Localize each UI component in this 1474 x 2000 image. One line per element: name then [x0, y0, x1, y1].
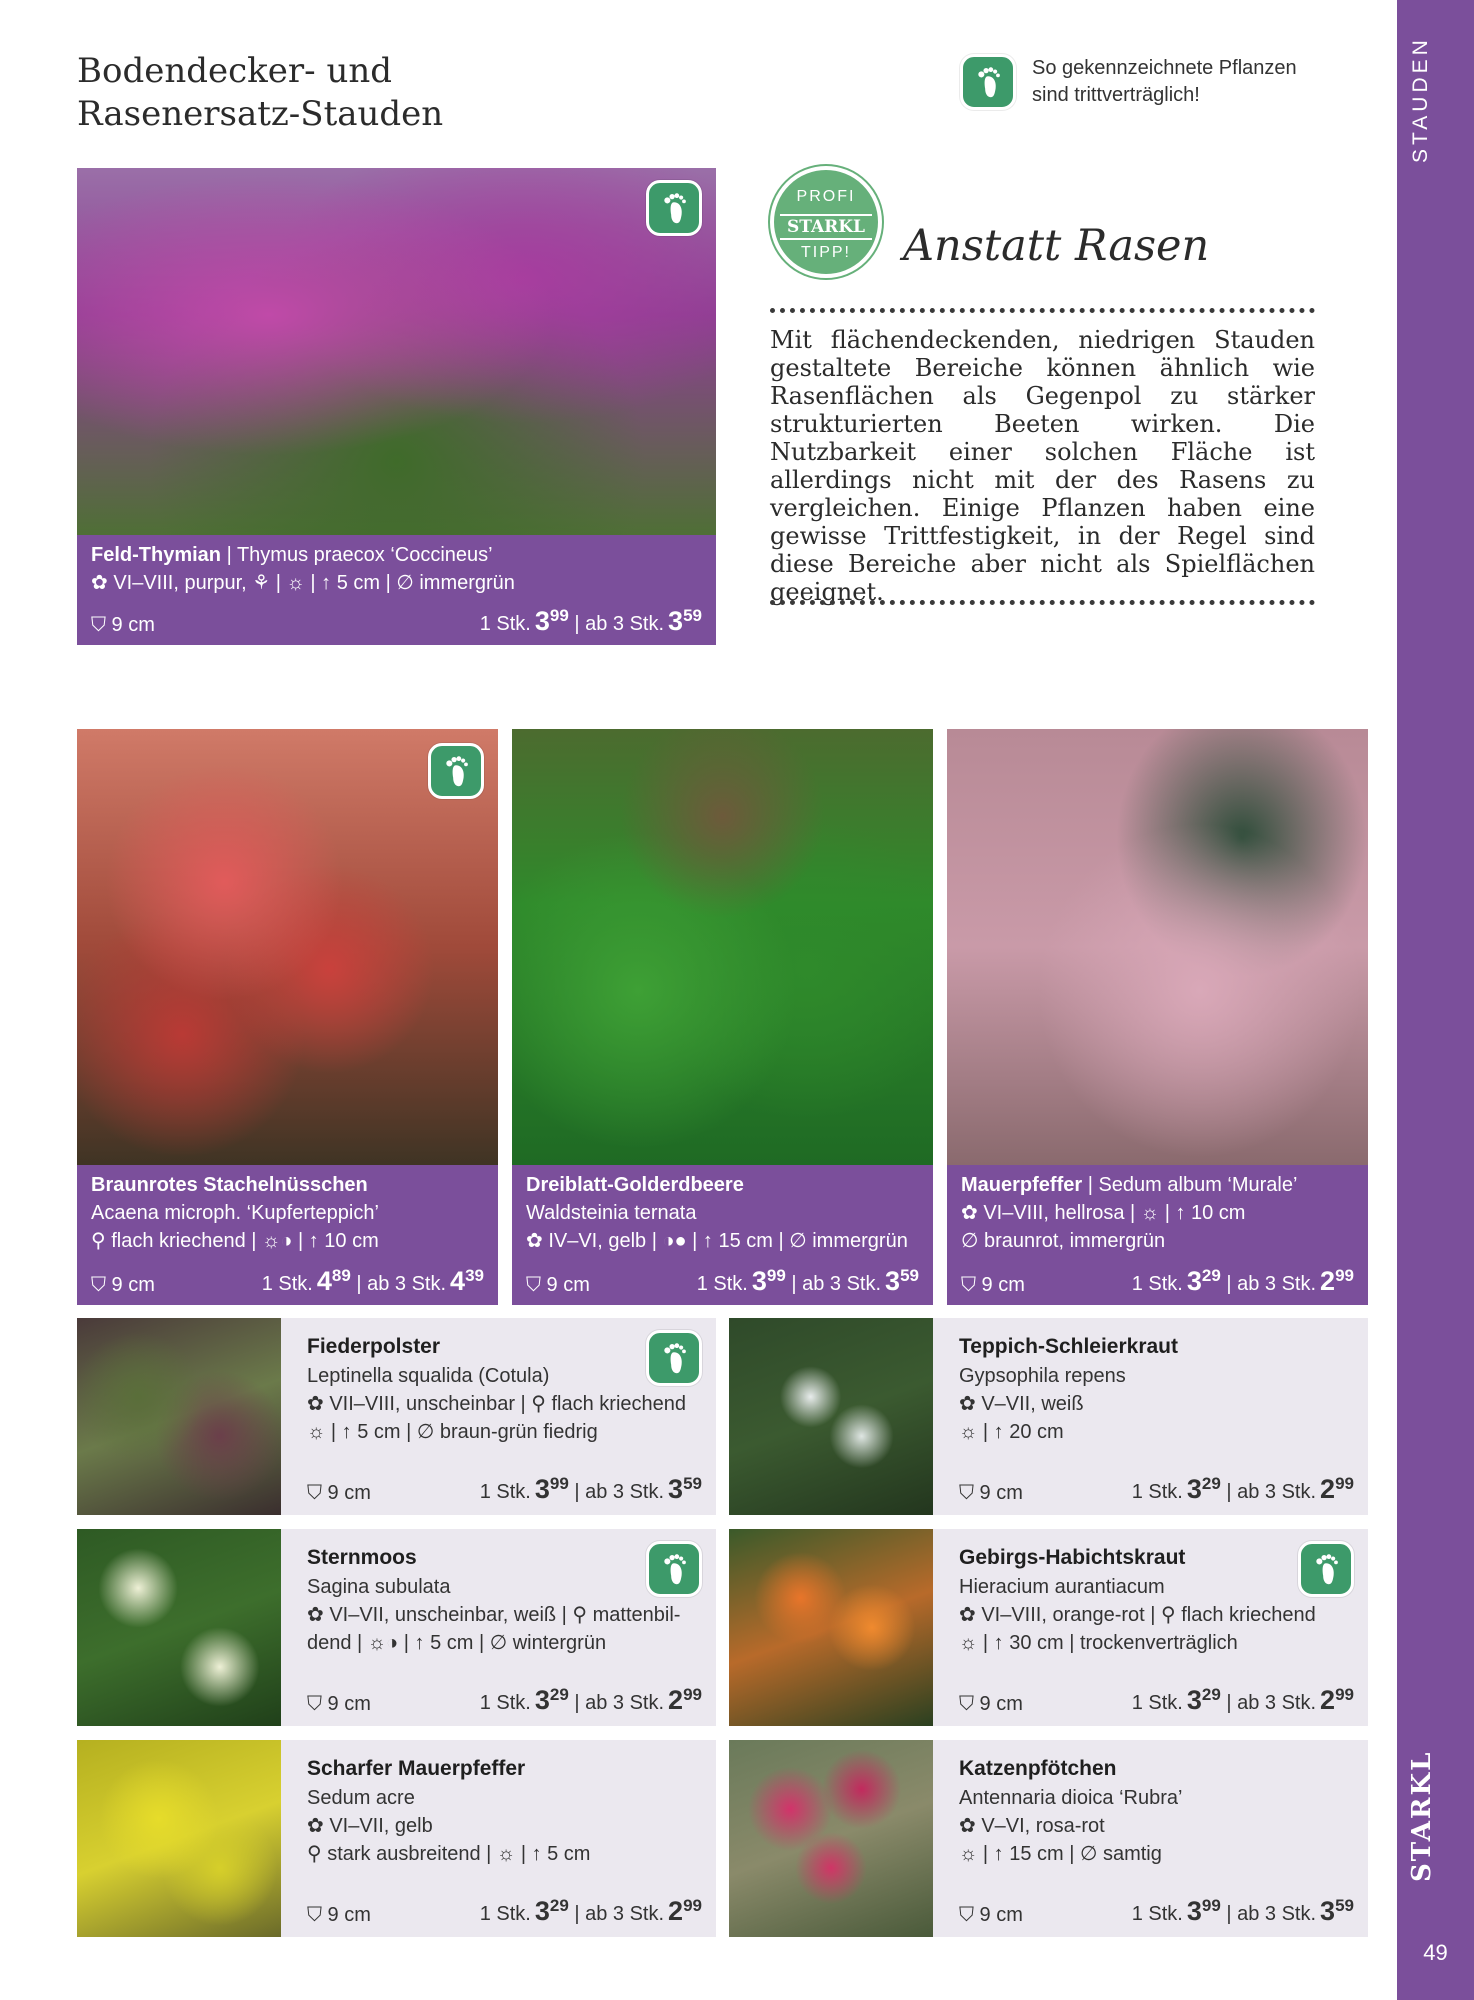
product-latin: Sedum acre — [307, 1787, 415, 1809]
product-card-gypsophila — [933, 1318, 1368, 1515]
product-name: Katzenpfötchen — [959, 1757, 1117, 1780]
price-info: 1 Stk. $3^{99}$ | ab 3 Stk. $3^{59}$ — [1131, 1896, 1354, 1926]
product-foliage: ∅ braunrot, immergrün — [961, 1230, 1166, 1252]
pot-size: ⛉ 9 cm — [959, 1693, 1023, 1715]
price-info: 1 Stk. $3^{29}$ | ab 3 Stk. $2^{99}$ — [1131, 1685, 1354, 1715]
product-card-hieracium — [933, 1529, 1368, 1726]
product-photo-waldsteinia — [512, 729, 933, 1165]
product-name: Dreiblatt-Golderdbeere — [526, 1174, 744, 1196]
product-name: Braunrotes Stachelnüsschen — [91, 1174, 368, 1196]
badge-top-text: PROFI — [796, 188, 856, 205]
product-attributes: ✿ VI–VII, unscheinbar, weiß | ⚲ mattenbil- — [307, 1604, 681, 1626]
product-caption-feld-thymian: Feld-Thymian | Thymus praecox ‘Coccineus’ ✿ VI–VIII, purpur, ⚘ | ☼ | ↑ 5 cm | ∅ immergrün ⛉ 9 cm 1 Stk. $3^{99}$ | ab 3 Stk. $3^{59}$ — [77, 535, 716, 645]
product-attributes: ✿ VI–VIII, orange-rot | ⚲ flach kriechend — [959, 1604, 1316, 1626]
product-attributes: ✿ VII–VIII, unscheinbar | ⚲ flach kriechend — [307, 1393, 687, 1415]
product-latin: Gypsophila repens — [959, 1365, 1126, 1387]
page-number: 49 — [1423, 1940, 1448, 1965]
product-attributes: ✿ VI–VIII, purpur, ⚘ | ☼ | ↑ 5 cm | ∅ immergrün — [91, 572, 515, 594]
price-info: 1 Stk. $3^{29}$ | ab 3 Stk. $2^{99}$ — [479, 1896, 702, 1926]
pot-size: ⛉ 9 cm — [307, 1693, 371, 1715]
product-photo-sedum-album — [947, 729, 1368, 1165]
pot-size: ⛉ 9 cm — [961, 1274, 1025, 1296]
tip-title: Anstatt Rasen — [903, 221, 1210, 271]
product-attributes: dend | ☼◑ | ↑ 5 cm | ∅ wintergrün — [307, 1632, 607, 1654]
product-latin: Acaena microph. ‘Kupferteppich’ — [91, 1202, 379, 1224]
product-name: Sternmoos — [307, 1546, 417, 1569]
footprint-icon — [646, 180, 702, 236]
product-card-fiederpolster — [281, 1318, 716, 1515]
pot-size: ⛉ 9 cm — [526, 1274, 590, 1296]
footprint-legend — [960, 54, 1297, 110]
price-info: 1 Stk. $3^{99}$ | ab 3 Stk. $3^{59}$ — [479, 1474, 702, 1504]
product-attributes: ✿ VI–VIII, hellrosa | ☼ | ↑ 10 cm — [961, 1202, 1246, 1224]
legend-text-line1: So gekennzeichnete Pflanzen — [1032, 57, 1297, 79]
footprint-icon — [646, 1330, 702, 1386]
badge-bottom-text: TIPP! — [800, 244, 851, 261]
price-info: 1 Stk. $3^{29}$ | ab 3 Stk. $2^{99}$ — [1131, 1474, 1354, 1504]
profi-tipp-badge — [770, 166, 882, 278]
product-latin: Sagina subulata — [307, 1576, 451, 1598]
product-photo-feld-thymian — [77, 168, 716, 535]
product-latin: Antennaria dioica ‘Rubra’ — [959, 1787, 1183, 1809]
page-title — [77, 50, 443, 136]
product-name: Gebirgs-Habichtskraut — [959, 1546, 1186, 1569]
pot-size: ⛉ 9 cm — [959, 1904, 1023, 1926]
product-photo-sternmoos — [77, 1529, 281, 1726]
product-attributes: ☼ | ↑ 30 cm | trockenverträglich — [959, 1632, 1238, 1654]
badge-brand-text: STARKL — [780, 214, 872, 240]
product-attributes: ✿ VI–VII, gelb — [307, 1815, 433, 1837]
pot-size: ⛉ 9 cm — [91, 614, 155, 636]
product-caption-sedum-album: Mauerpfeffer | Sedum album ‘Murale’ ✿ VI–VIII, hellrosa | ☼ | ↑ 10 cm ∅ braunrot, immergrün ⛉ 9 cm 1 Stk. $3^{29}$ | ab 3 Stk. $2^{99}$ — [947, 1165, 1368, 1305]
product-card-sedum-acre — [281, 1740, 716, 1937]
divider-dotted — [770, 600, 1315, 605]
legend-text-line2: sind trittverträglich! — [1032, 84, 1200, 106]
price-info: 1 Stk. $3^{29}$ | ab 3 Stk. $2^{99}$ — [1131, 1266, 1354, 1296]
product-name: Feld-Thymian — [91, 544, 222, 566]
product-attributes: ⚲ stark ausbreitend | ☼ | ↑ 5 cm — [307, 1843, 591, 1865]
pot-size: ⛉ 9 cm — [91, 1274, 155, 1296]
product-name: Scharfer Mauerpfeffer — [307, 1757, 526, 1780]
product-name: Mauerpfeffer — [961, 1174, 1083, 1196]
product-caption-waldsteinia — [512, 1165, 933, 1305]
product-photo-fiederpolster — [77, 1318, 281, 1515]
price-info: 1 Stk. $3^{99}$ | ab 3 Stk. $3^{59}$ — [479, 606, 702, 636]
product-photo-hieracium — [729, 1529, 933, 1726]
product-card-antennaria — [933, 1740, 1368, 1937]
price-info: 1 Stk. $3^{99}$ | ab 3 Stk. $3^{59}$ — [696, 1266, 919, 1296]
price-info: 1 Stk. $3^{29}$ | ab 3 Stk. $2^{99}$ — [479, 1685, 702, 1715]
product-latin: Leptinella squalida (Cotula) — [307, 1365, 550, 1387]
page-title-line1: Bodendecker- und — [77, 51, 392, 91]
pot-size: ⛉ 9 cm — [959, 1482, 1023, 1504]
product-caption-acaena — [77, 1165, 498, 1305]
product-attributes: ⚲ flach kriechend | ☼◑ | ↑ 10 cm — [91, 1230, 379, 1252]
divider-dotted — [770, 308, 1315, 313]
tip-text: Mit flächendeckenden, niedrigen Stauden gestaltete Bereiche können ähnlich wie Rasenflächen als Gegenpol zu stärker strukturierten Beeten wirken. Die Nutzbarkeit einer solchen Fläche ist allerdings nicht mit der des Rasens zu vergleichen. Einige Pflanzen haben eine gewisse Trittfestigkeit, in der Regel sind diese Bereiche aber nicht als Spielflächen geeignet. — [770, 326, 1315, 606]
product-card-sternmoos — [281, 1529, 716, 1726]
product-attributes: ☼ | ↑ 5 cm | ∅ braun-grün fiedrig — [307, 1421, 598, 1443]
product-name: Teppich-Schleierkraut — [959, 1335, 1179, 1358]
pot-size: ⛉ 9 cm — [307, 1904, 371, 1926]
section-label: STAUDEN — [1409, 36, 1432, 163]
product-photo-gypsophila — [729, 1318, 933, 1515]
product-attributes: ✿ V–VI, rosa-rot — [959, 1815, 1105, 1837]
product-photo-acaena — [77, 729, 498, 1165]
product-photo-antennaria — [729, 1740, 933, 1937]
product-photo-sedum-acre — [77, 1740, 281, 1937]
brand-label: STARKL — [1407, 1750, 1437, 1882]
pot-size: ⛉ 9 cm — [307, 1482, 371, 1504]
product-latin: Waldsteinia ternata — [526, 1202, 697, 1224]
footprint-icon — [646, 1541, 702, 1597]
footprint-icon — [960, 54, 1016, 110]
footprint-icon — [1298, 1541, 1354, 1597]
product-latin: Hieracium aurantiacum — [959, 1576, 1165, 1598]
product-attributes: ☼ | ↑ 15 cm | ∅ samtig — [959, 1843, 1162, 1865]
product-attributes: ✿ V–VII, weiß — [959, 1393, 1084, 1415]
price-info: 1 Stk. $4^{89}$ | ab 3 Stk. $4^{39}$ — [261, 1266, 484, 1296]
product-name: Fiederpolster — [307, 1335, 441, 1358]
product-latin: Sedum album ‘Murale’ — [1098, 1174, 1298, 1196]
product-latin: Thymus praecox ‘Coccineus’ — [236, 544, 493, 566]
footprint-icon — [428, 743, 484, 799]
product-attributes: ✿ IV–VI, gelb | ◑● | ↑ 15 cm | ∅ immergrün — [526, 1230, 908, 1252]
sidebar — [1397, 0, 1474, 2000]
page-title-line2: Rasenersatz-Stauden — [77, 94, 444, 134]
product-attributes: ☼ | ↑ 20 cm — [959, 1421, 1064, 1443]
